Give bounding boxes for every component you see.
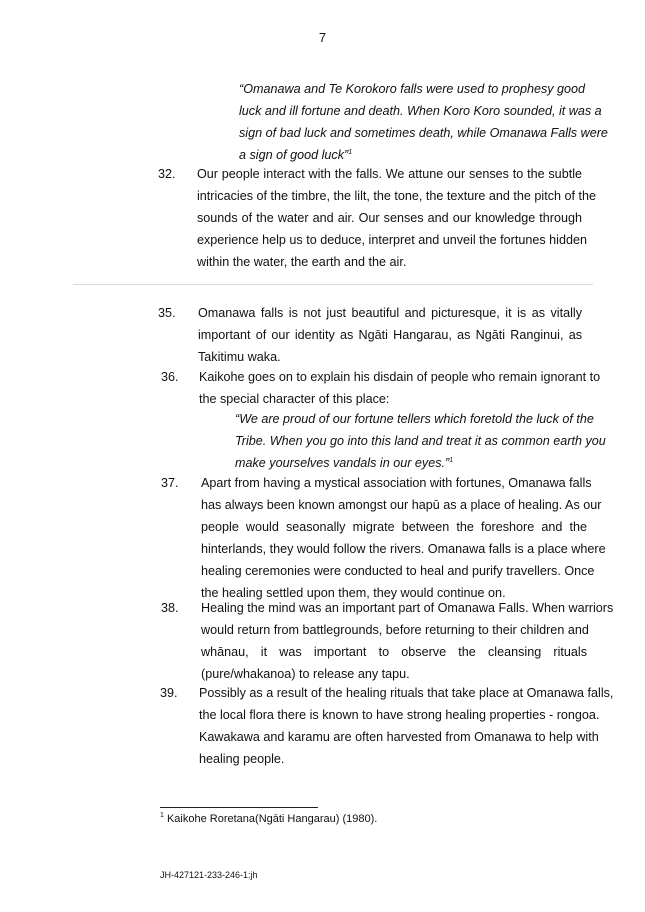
paragraph-line: Omanawa falls is not just beautiful and picturesque, it is as vitally [198,306,582,320]
paragraph-line: (pure/whakanoa) to release any tapu. [201,667,410,681]
paragraph-line: sounds of the water and air. Our senses and our knowledge through [197,211,582,225]
footnote-divider [160,807,318,808]
paragraph-line: whānau, it was important to observe the cleansing rituals [201,645,587,659]
paragraph-line: would return from battlegrounds, before returning to their children and [201,623,589,637]
paragraph-line: experience help us to deduce, interpret and unveil the fortunes hidden [197,233,587,247]
page-break-divider [73,284,593,285]
paragraph-line: Apart from having a mystical association with fortunes, Omanawa falls [201,476,592,490]
paragraph-number: 38. [161,601,179,615]
footnote-ref: 1 [449,457,454,464]
paragraph-number: 35. [158,306,176,320]
quote-line-last: a sign of good luck”$^1$ [239,148,353,162]
paragraph-number: 32. [158,167,176,181]
paragraph-line: within the water, the earth and the air. [197,255,407,269]
page-number: 7 [318,30,327,45]
paragraph-line: the healing settled upon them, they would continue on. [201,586,506,600]
paragraph-line: the special character of this place: [199,392,390,406]
paragraph-number: 39. [160,686,178,700]
document-reference: JH-427121-233-246-1:jh [160,870,258,880]
quote-line: sign of bad luck and sometimes death, while Omanawa Falls were [239,126,608,140]
top-quote [239,78,608,166]
paragraph-line: hinterlands, they would follow the rivers. Omanawa falls is a place where [201,542,606,556]
paragraph-line: people would seasonally migrate between the foreshore and the [201,520,587,534]
kaikohe-quote [235,408,606,474]
paragraph-line: Healing the mind was an important part of Omanawa Falls. When warriors [201,601,614,615]
paragraph-line: Kaikohe goes on to explain his disdain of people who remain ignorant to [199,370,601,384]
paragraph-line: healing people. [199,752,285,766]
quote-line: “We are proud of our fortune tellers which foretold the luck of the [235,412,594,426]
paragraph-line: Takitimu waka. [198,350,281,364]
paragraph-line: Our people interact with the falls. We attune our senses to the subtle [197,167,582,181]
quote-line: “Omanawa and Te Korokoro falls were used to prophesy good [239,82,586,96]
paragraph-line: Possibly as a result of the healing rituals that take place at Omanawa falls, [199,686,614,700]
quote-line: Tribe. When you go into this land and treat it as common earth you [235,434,606,448]
paragraph-line: has always been known amongst our hapū as a place of healing. As our [201,498,602,512]
footnote-text: Kaikohe Roretana(Ngāti Hangarau) (1980). [166,813,378,825]
paragraph-line: important of our identity as Ngāti Hangarau, as Ngāti Ranginui, as [198,328,582,342]
paragraph-number: 37. [161,476,179,490]
quote-line-last: make yourselves vandals in our eyes.”$^1$ [235,456,454,470]
paragraph-number: 36. [161,370,179,384]
footnote-marker: 1 [160,812,164,819]
paragraph-line: Kawakawa and karamu are often harvested from Omanawa to help with [199,730,599,744]
paragraph-line: healing ceremonies were conducted to heal and purify travellers. Once [201,564,595,578]
paragraph-line: intricacies of the timbre, the lilt, the tone, the texture and the pitch of the [197,189,597,203]
quote-line: luck and ill fortune and death. When Koro Koro sounded, it was a [239,104,602,118]
footnote [160,813,377,825]
footnote-ref: 1 [348,149,353,156]
paragraph-line: the local flora there is known to have strong healing properties - rongoa. [199,708,600,722]
